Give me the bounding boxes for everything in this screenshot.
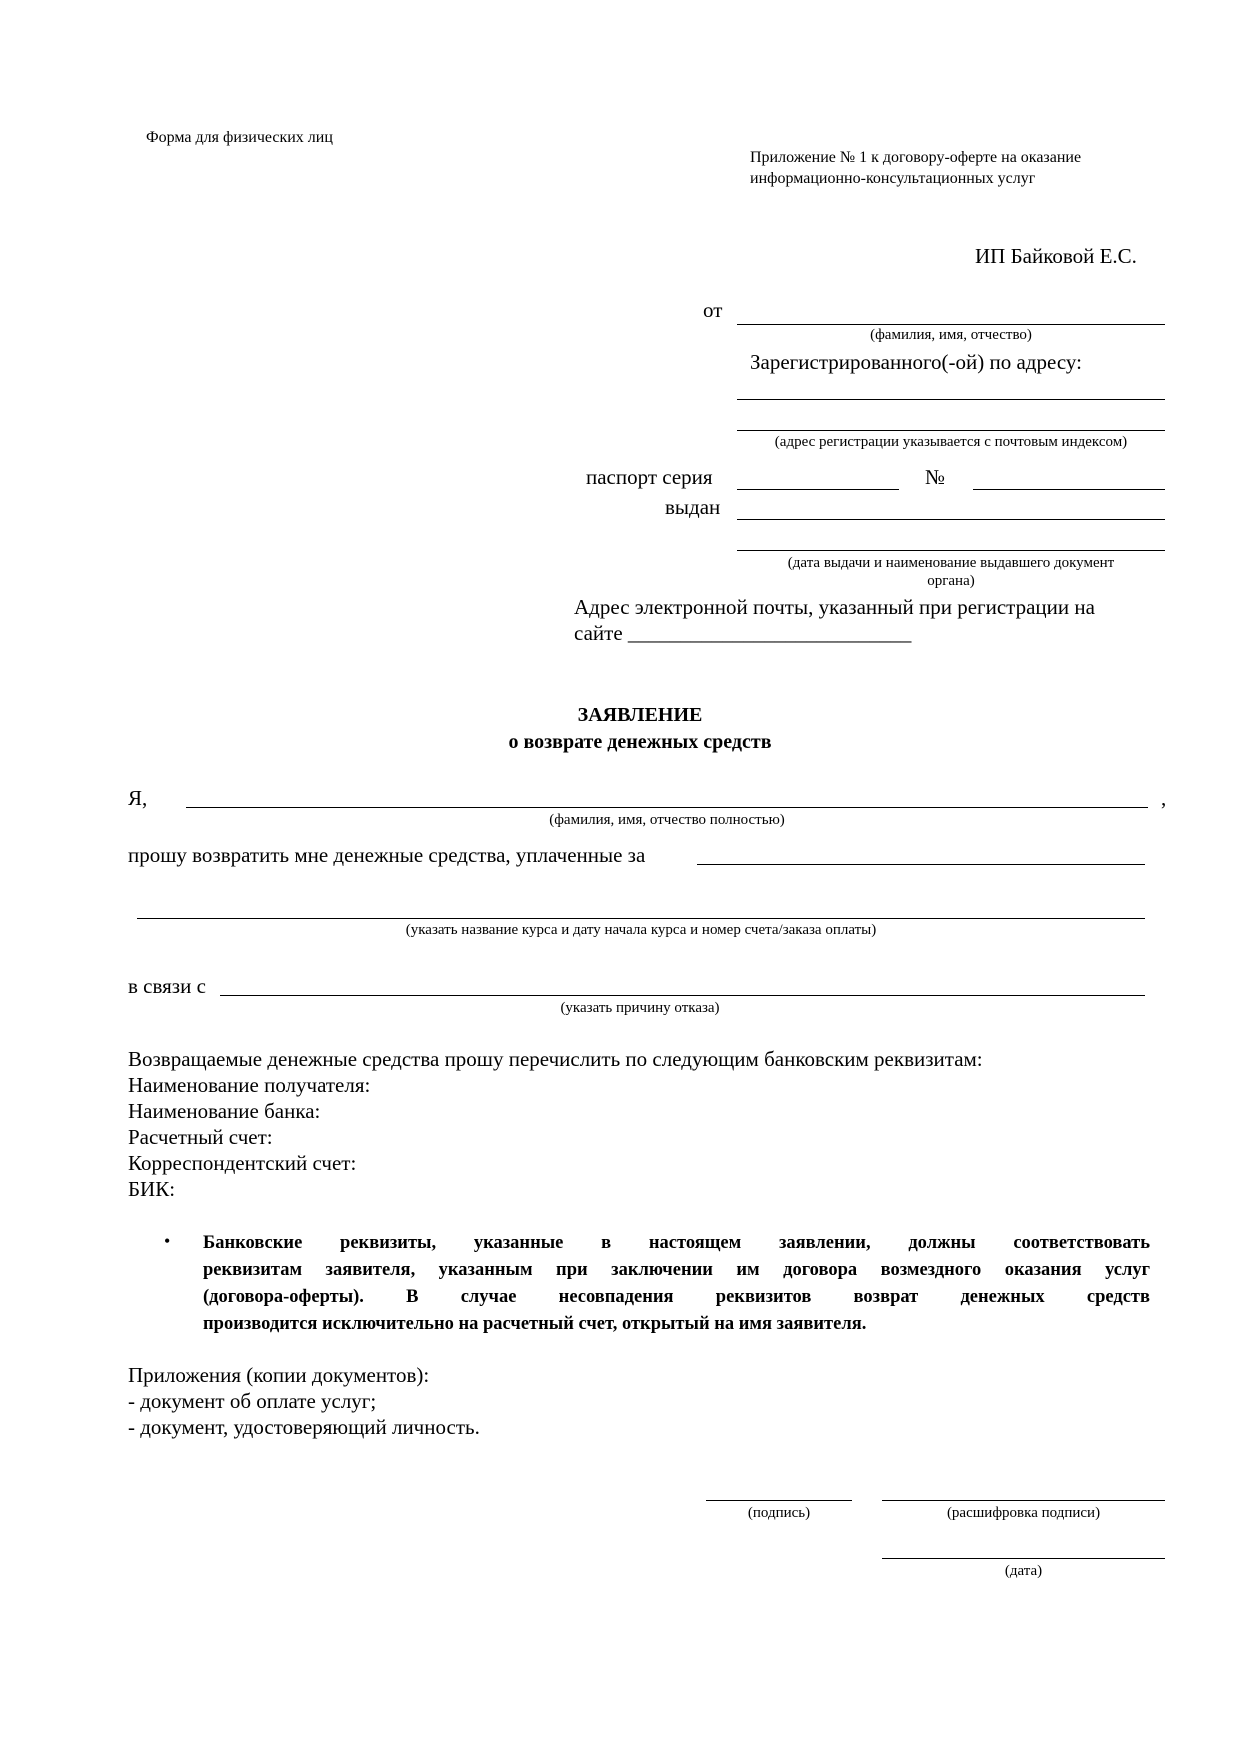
appendix-line-2: информационно-консультационных услуг <box>750 170 1036 187</box>
passport-series-line[interactable] <box>737 489 899 490</box>
address-line-2[interactable] <box>737 430 1165 431</box>
signature-decode-line[interactable] <box>882 1500 1165 1501</box>
date-caption: (дата) <box>1004 1563 1043 1579</box>
passport-series-label: паспорт серия <box>586 465 713 489</box>
attachments-title: Приложения (копии документов): <box>128 1363 430 1387</box>
notice-line-4: производится исключительно на расчетный счет, открытый на имя заявителя. <box>203 1314 867 1334</box>
signature-caption: (подпись) <box>747 1505 811 1521</box>
refund-for-text: прошу возвратить мне денежные средства, уплаченные за <box>128 843 646 867</box>
notice-line-3: (договора-оферты). В случае несовпадения реквизитов возврат денежных средств <box>203 1287 1150 1307</box>
reason-label: в связи с <box>128 974 206 998</box>
bank-field-account: Расчетный счет: <box>128 1125 273 1149</box>
passport-number-line[interactable] <box>973 489 1165 490</box>
address-line-1[interactable] <box>737 399 1165 400</box>
document-title: ЗАЯВЛЕНИЕ <box>577 704 703 726</box>
passport-issued-label: выдан <box>665 495 721 519</box>
passport-issued-line-2[interactable] <box>737 550 1165 551</box>
notice-line-2: реквизитам заявителя, указанным при заключении им договора возмездного оказания услуг <box>203 1260 1150 1280</box>
bank-field-bik: БИК: <box>128 1177 176 1201</box>
address-caption: (адрес регистрации указывается с почтовым индексом) <box>774 434 1128 450</box>
form-type-label: Форма для физических лиц <box>146 129 333 146</box>
email-label-line-2: сайте ___________________________ <box>574 621 912 645</box>
addressee: ИП Байковой Е.С. <box>975 244 1137 268</box>
refund-for-caption: (указать название курса и дату начала курса и номер счета/заказа оплаты) <box>405 922 877 938</box>
applicant-caption: (фамилия, имя, отчество полностью) <box>549 812 785 828</box>
applicant-name-line[interactable] <box>186 807 1148 808</box>
document-subtitle: о возврате денежных средств <box>508 731 772 753</box>
refund-for-line-2[interactable] <box>137 918 1145 919</box>
passport-caption-line-1: (дата выдачи и наименование выдавшего документ <box>787 555 1115 571</box>
appendix-line-1: Приложение № 1 к договору-оферте на оказание <box>750 149 1082 166</box>
from-label: от <box>703 298 723 322</box>
signature-line[interactable] <box>706 1500 852 1501</box>
reason-caption: (указать причину отказа) <box>560 1000 720 1016</box>
bank-field-bank-name: Наименование банка: <box>128 1099 321 1123</box>
attachment-item-payment: - документ об оплате услуг; <box>128 1389 377 1413</box>
refund-for-line-1[interactable] <box>697 864 1145 865</box>
bank-field-corr-account: Корреспондентский счет: <box>128 1151 357 1175</box>
passport-number-label: № <box>925 465 946 489</box>
signature-decode-caption: (расшифровка подписи) <box>946 1505 1101 1521</box>
attachment-item-identity: - документ, удостоверяющий личность. <box>128 1415 480 1439</box>
applicant-label: Я, <box>128 786 148 810</box>
applicant-comma: , <box>1161 786 1167 810</box>
registered-label: Зарегистрированного(-ой) по адресу: <box>750 350 1082 374</box>
bank-field-recipient: Наименование получателя: <box>128 1073 371 1097</box>
passport-caption-line-2: органа) <box>927 573 975 589</box>
passport-issued-line-1[interactable] <box>737 519 1165 520</box>
date-line[interactable] <box>882 1558 1165 1559</box>
bullet-icon: • <box>164 1231 171 1251</box>
email-label-line-1: Адрес электронной почты, указанный при регистрации на <box>574 595 1095 619</box>
reason-line[interactable] <box>220 995 1145 996</box>
from-caption: (фамилия, имя, отчество) <box>870 327 1032 343</box>
from-name-line[interactable] <box>737 324 1165 325</box>
bank-intro: Возвращаемые денежные средства прошу перечислить по следующим банковским реквизитам: <box>128 1047 983 1071</box>
notice-line-1: Банковские реквизиты, указанные в настоящем заявлении, должны соответствовать <box>203 1233 1150 1253</box>
